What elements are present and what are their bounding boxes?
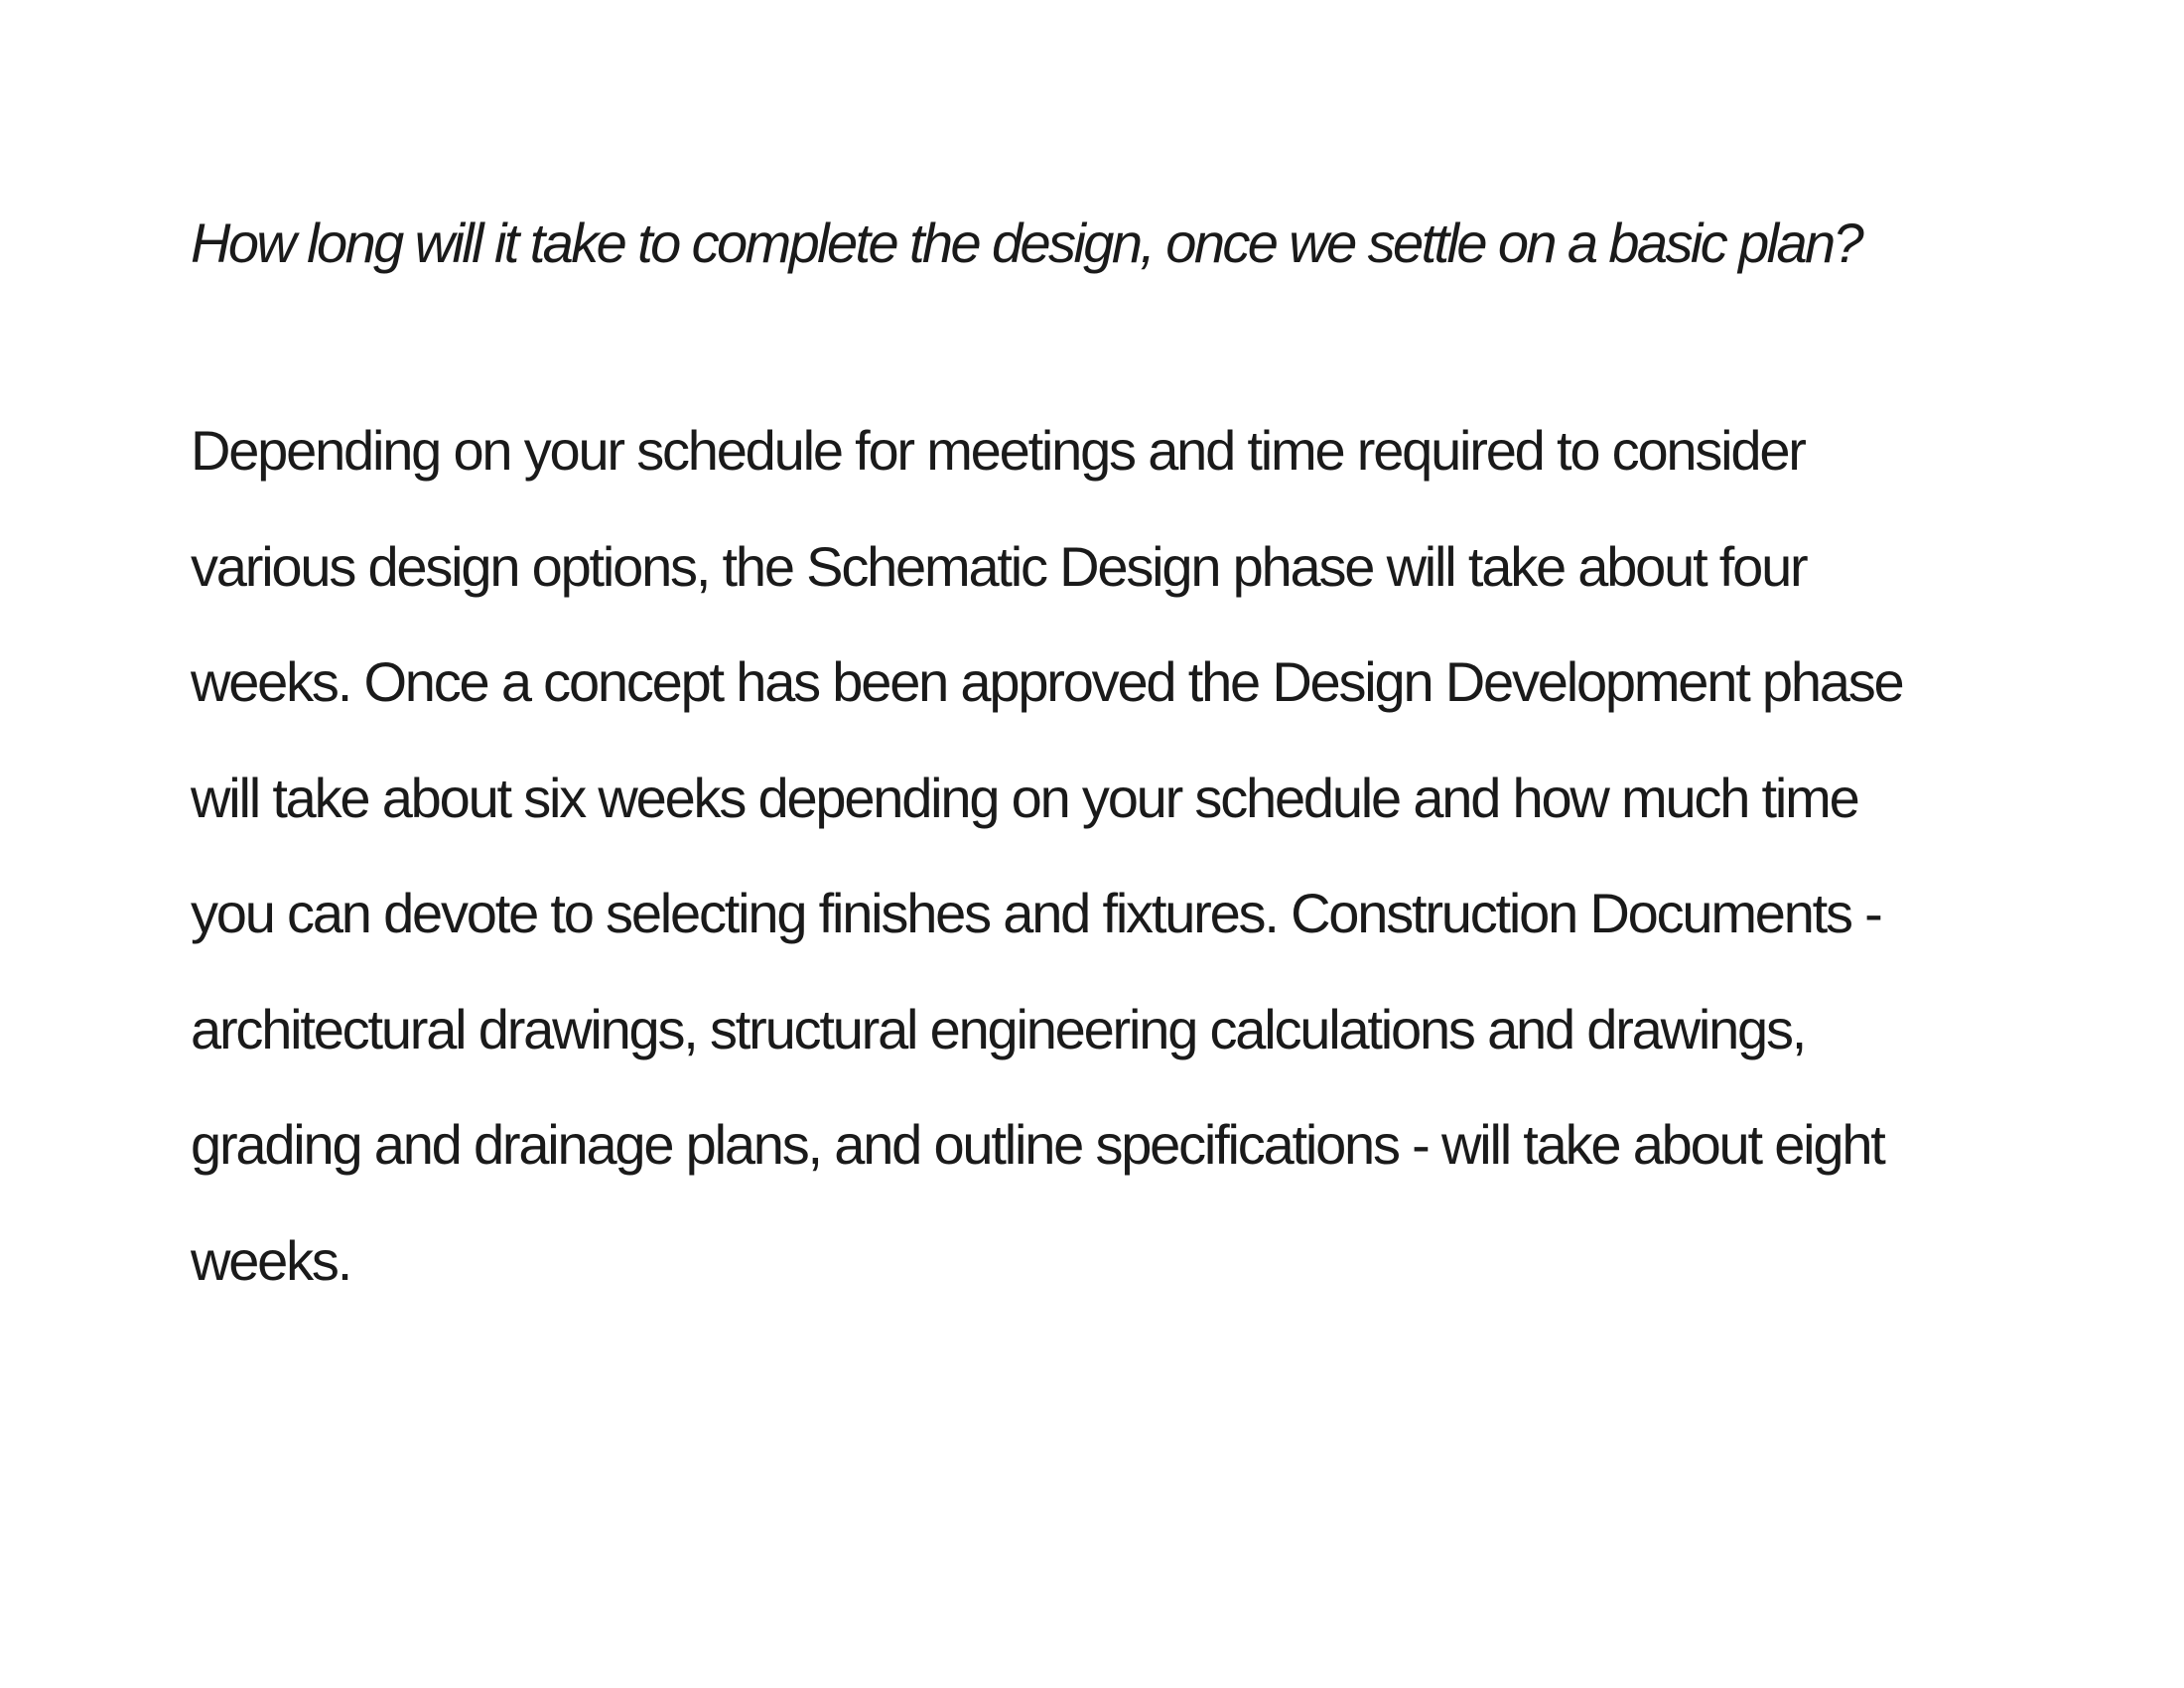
answer-line: weeks.: [191, 1228, 351, 1292]
answer-line: various design options, the Schematic Design phase will take about four: [191, 534, 1807, 598]
answer-line: you can devote to selecting finishes and fixtures. Construction Documents -: [191, 882, 1881, 944]
answer-line: grading and drainage plans, and outline specifications - will take about eight: [191, 1113, 1884, 1176]
answer-line: weeks. Once a concept has been approved the Design Development phase: [191, 650, 1903, 713]
answer-line: will take about six weeks depending on your schedule and how much time: [191, 766, 1858, 829]
answer-line: architectural drawings, structural engineering calculations and drawings,: [191, 997, 1806, 1060]
answer-line: Depending on your schedule for meetings and time required to consider: [191, 419, 1805, 482]
faq-answer: [191, 393, 1903, 1319]
faq-question: How long will it take to complete the design, once we settle on a basic plan?: [191, 211, 1862, 274]
